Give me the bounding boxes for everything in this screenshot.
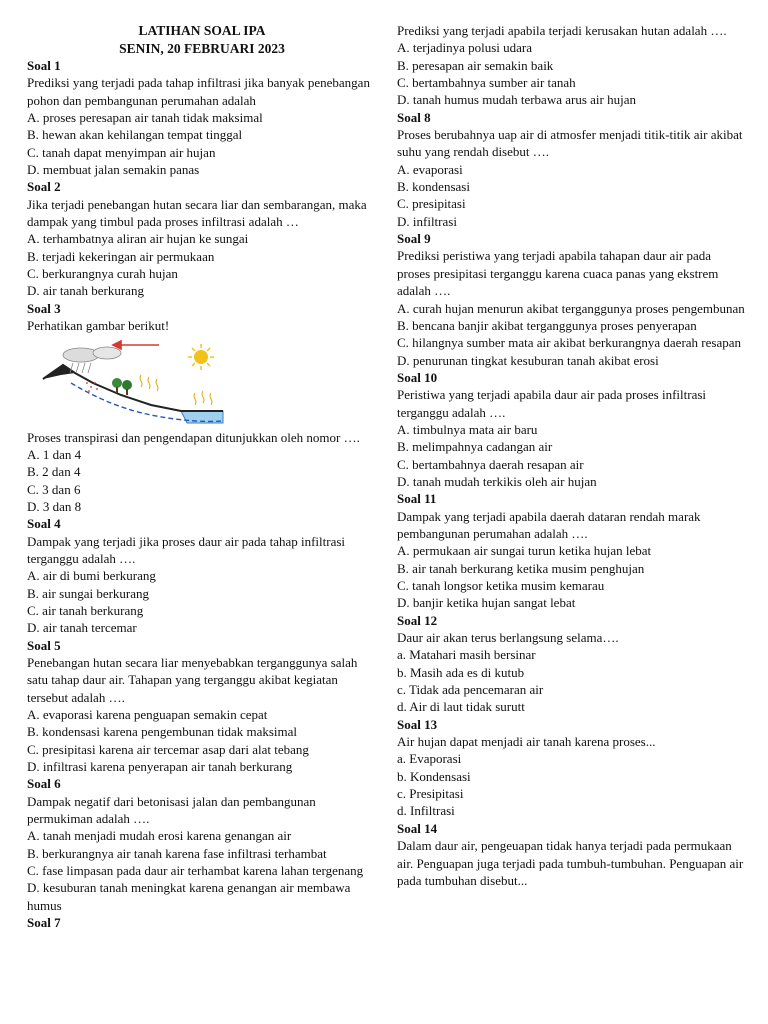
question-title: Soal 3 (27, 300, 61, 316)
question-title: Soal 11 (397, 491, 437, 507)
option: B. peresapan air semakin baik (397, 57, 554, 73)
option: B. terjadi kekeringan air permukaan (27, 248, 215, 264)
question-title: Soal 5 (27, 637, 61, 653)
cloud-icon (63, 347, 121, 362)
option: d. Air di laut tidak surutt (397, 699, 525, 715)
right-column (397, 22, 747, 889)
question-text: Dampak yang terjadi jika proses daur air pada tahap infiltrasi terganggu adalah …. (27, 533, 346, 566)
question-text: Air hujan dapat menjadi air tanah karena proses... (397, 734, 656, 750)
option: C. tanah longsor ketika musim kemarau (397, 578, 605, 593)
question-text: Peristiwa yang terjadi apabila daur air pada proses infiltrasi terganggu adalah …. (397, 387, 707, 420)
question-title: Soal 8 (397, 109, 431, 125)
option: B. air tanah berkurang ketika musim penghujan (397, 560, 645, 576)
question-title: Soal 7 (27, 915, 61, 931)
option: C. 3 dan 6 (27, 481, 81, 497)
question-9 (397, 230, 747, 369)
option: C. air tanah berkurang (27, 602, 144, 618)
option: D. penurunan tingkat kesuburan tanah akibat erosi (397, 352, 659, 368)
option: B. hewan akan kehilangan tempat tinggal (27, 127, 243, 143)
question-2 (27, 178, 377, 299)
question-4 (27, 515, 377, 636)
question-8 (397, 109, 747, 230)
question-title: Soal 12 (397, 612, 438, 628)
question-6 (27, 775, 377, 914)
option: D. tanah humus mudah terbawa arus air hujan (397, 92, 636, 108)
question-text: Dampak yang terjadi apabila daerah dataran rendah marak pembangunan perumahan adalah …. (397, 508, 701, 541)
option: A. 1 dan 4 (27, 446, 82, 462)
left-column (27, 22, 377, 931)
option: D. infiltrasi karena penyerapan air tanah berkurang (27, 759, 293, 775)
worksheet-date: SENIN, 20 FEBRUARI 2023 (119, 40, 285, 56)
option: A. terjadinya polusi udara (397, 40, 533, 56)
option: C. fase limpasan pada daur air terhambat karena lahan tergenang (27, 863, 364, 879)
question-text: Prediksi yang terjadi apabila terjadi kerusakan hutan adalah …. (397, 23, 727, 38)
option: D. 3 dan 8 (27, 498, 82, 514)
question-title: Soal 14 (397, 820, 438, 836)
option: A. air di bumi berkurang (27, 568, 156, 584)
option: d. Infiltrasi (397, 803, 455, 819)
option: D. kesuburan tanah meningkat karena genangan air membawa humus (27, 880, 351, 913)
question-10 (397, 369, 747, 490)
option: A. permukaan air sungai turun ketika hujan lebat (397, 543, 652, 559)
option: B. melimpahnya cadangan air (397, 439, 553, 455)
option: D. tanah mudah terkikis oleh air hujan (397, 473, 597, 489)
question-text: Prediksi peristiwa yang terjadi apabila tahapan daur air pada proses presipitasi terganggu karena cuaca panas yang ekstrem adalah …. (397, 248, 719, 299)
question-13 (397, 716, 747, 820)
option: C. bertambahnya sumber air tanah (397, 75, 576, 91)
option: a. Evaporasi (397, 751, 462, 767)
option: B. kondensasi karena pengembunan tidak maksimal (27, 724, 298, 740)
option: B. air sungai berkurang (27, 585, 150, 601)
question-title: Soal 2 (27, 179, 61, 195)
option: C. tanah dapat menyimpan air hujan (27, 144, 216, 160)
option: c. Presipitasi (397, 786, 464, 802)
question-7 (397, 22, 747, 109)
option: D. infiltrasi (397, 213, 457, 229)
option: D. air tanah berkurang (27, 283, 144, 299)
option: C. presipitasi karena air tercemar asap dari alat tebang (27, 741, 309, 757)
question-12 (397, 612, 747, 716)
question-title: Soal 10 (397, 369, 438, 385)
option: C. bertambahnya daerah resapan air (397, 456, 584, 472)
option: C. berkurangnya curah hujan (27, 266, 178, 282)
question-title: Soal 13 (397, 716, 438, 732)
question-followup: Proses transpirasi dan pengendapan ditunjukkan oleh nomor …. (27, 429, 360, 445)
question-text: Dampak negatif dari betonisasi jalan dan pembangunan permukiman adalah …. (27, 793, 316, 827)
question-text: Perhatikan gambar berikut! (27, 318, 170, 334)
option: A. curah hujan menurun akibat terganggunya proses pengembunan (397, 300, 745, 316)
water-cycle-figure (41, 339, 231, 427)
question-text: Penebangan hutan secara liar menyebabkan terganggunya salah satu tahap daur air. Tahapan yang terganggu akibat kegiatan tersebut adalah …. (27, 654, 358, 705)
option: A. terhambatnya aliran air hujan ke sungai (27, 231, 249, 247)
question-text: Jika terjadi penebangan hutan secara liar dan sembarangan, maka dampak yang timbul pada proses infiltrasi adalah … (27, 196, 367, 230)
question-text: Dalam daur air, pengeuapan tidak hanya terjadi pada permukaan air. Penguapan juga terjadi pada tumbuh-tumbuhan. Penguapan air pada tumbuhan disebut... (397, 838, 744, 888)
wind-arrow (113, 341, 159, 349)
sun-icon (188, 344, 214, 370)
option: B. 2 dan 4 (27, 464, 81, 480)
option: C. presipitasi (397, 196, 466, 212)
question-text: Proses berubahnya uap air di atmosfer menjadi titik-titik air akibat suhu yang rendah disebut …. (397, 127, 743, 160)
question-title: Soal 4 (27, 516, 61, 532)
question-1 (27, 57, 377, 178)
question-text: Daur air akan terus berlangsung selama…. (397, 630, 619, 646)
option: C. hilangnya sumber mata air akibat berkurangnya daerah resapan (397, 335, 741, 351)
option: B. kondensasi (397, 179, 470, 195)
question-3 (27, 300, 377, 515)
question-text: Prediksi yang terjadi pada tahap infiltrasi jika banyak penebangan pohon dan pembangunan perumahan adalah (27, 75, 370, 108)
option: A. evaporasi karena penguapan semakin cepat (27, 707, 268, 722)
option: b. Kondensasi (397, 768, 471, 784)
question-title: Soal 9 (397, 231, 431, 247)
question-14 (397, 820, 747, 889)
option: D. banjir ketika hujan sangat lebat (397, 595, 576, 611)
option: B. bencana banjir akibat terganggunya proses penyerapan (397, 317, 697, 333)
option: b. Masih ada es di kutub (397, 664, 525, 680)
option: A. timbulnya mata air baru (397, 421, 538, 437)
option: B. berkurangnya air tanah karena fase infiltrasi terhambat (27, 845, 327, 861)
option: D. air tanah tercemar (27, 620, 137, 636)
question-title: Soal 6 (27, 776, 61, 792)
option: D. membuat jalan semakin panas (27, 162, 200, 178)
question-title: Soal 1 (27, 58, 61, 73)
question-11 (397, 490, 747, 611)
option: a. Matahari masih bersinar (397, 647, 536, 663)
option: A. evaporasi (397, 161, 463, 177)
option: c. Tidak ada pencemaran air (397, 682, 544, 698)
option: A. tanah menjadi mudah erosi karena genangan air (27, 828, 292, 844)
worksheet-title: LATIHAN SOAL IPA (138, 23, 266, 38)
question-5 (27, 637, 377, 776)
option: A. proses peresapan air tanah tidak maksimal (27, 110, 263, 126)
